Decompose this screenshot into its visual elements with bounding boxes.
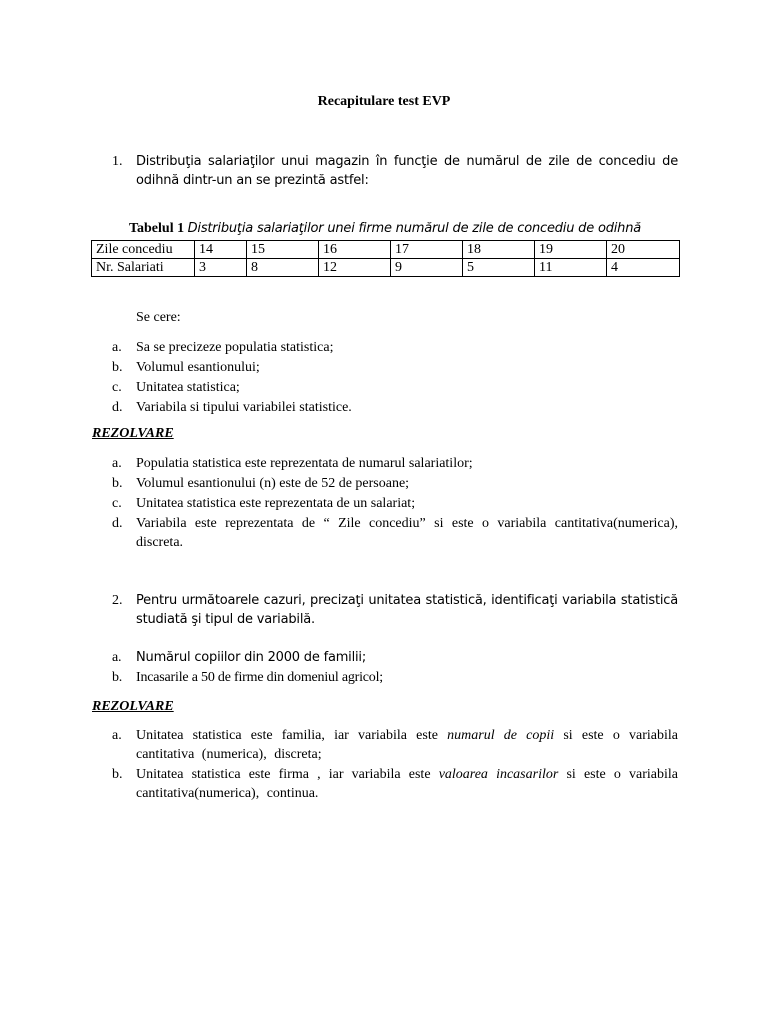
table-cell: 3 [195, 259, 247, 277]
question-2-text: Pentru următoarele cazuri, precizaţi unitatea statistică, identificaţi variabila statistică studiată şi tipul de variabilă. [136, 593, 678, 627]
table-caption [92, 219, 678, 238]
question-1 [112, 152, 678, 190]
cases-list [112, 648, 678, 688]
question-1-text: Distribuţia salariaţilor unui magazin în funcţie de numărul de zile de concediu de odihnă dintr-un an se prezintă astfel: [136, 154, 678, 188]
question-1-number: 1. [112, 154, 123, 169]
list-letter: d. [112, 516, 123, 531]
list-letter: b. [112, 360, 123, 375]
table-cell: 8 [247, 259, 319, 277]
table-row [92, 241, 680, 259]
table-cell: 11 [535, 259, 607, 277]
list-text: Variabila si tipului variabilei statistice. [136, 400, 352, 415]
table-cell: 4 [607, 259, 680, 277]
list-text: Unitatea statistica; [136, 380, 240, 395]
list-item [112, 358, 678, 377]
table-cell: 16 [319, 241, 391, 259]
list-item [112, 494, 678, 513]
list-text: Volumul esantionului (n) este de 52 de persoane; [136, 476, 410, 491]
list-text: Variabila este reprezentata de “ Zile concediu” si este o variabila cantitativa(numerica), discreta. [136, 516, 678, 550]
list-letter: a. [112, 650, 122, 665]
list-text: Volumul esantionului; [136, 360, 260, 375]
table-cell: 20 [607, 241, 680, 259]
table-row [92, 259, 680, 277]
list-letter: a. [112, 728, 122, 743]
list-item [112, 454, 678, 473]
list-letter: a. [112, 340, 122, 355]
list-letter: b. [112, 670, 123, 685]
list-text-start: Unitatea statistica este firma , iar variabila este [136, 767, 439, 782]
list-item [112, 338, 678, 357]
list-letter: a. [112, 456, 122, 471]
table-cell: 14 [195, 241, 247, 259]
list-text-end: si este o variabila cantitativa (numerica), discreta; [136, 728, 678, 762]
list-item [112, 398, 678, 417]
list-item [112, 514, 678, 552]
answers-1-list [112, 454, 678, 553]
list-text: Sa se precizeze populatia statistica; [136, 340, 334, 355]
rezolvare-heading-1: REZOLVARE [92, 426, 174, 441]
list-text-emphasis: numarul de copii [447, 728, 555, 743]
question-2-number: 2. [112, 593, 123, 608]
question-2 [112, 591, 678, 629]
list-text: Populatia statistica este reprezentata de numarul salariatilor; [136, 456, 473, 471]
list-item [112, 474, 678, 493]
table-caption-text: Distribuţia salariaţilor unei firme numărul de zile de concediu de odihnă [187, 221, 642, 236]
list-item [112, 668, 678, 687]
table-cell: Zile concediu [92, 241, 195, 259]
answers-2-list [112, 726, 678, 804]
se-cere-label: Se cere: [136, 310, 181, 325]
table-cell: 17 [391, 241, 463, 259]
list-letter: b. [112, 767, 123, 782]
table-cell: 18 [463, 241, 535, 259]
list-text-start: Unitatea statistica este familia, iar variabila este [136, 728, 448, 743]
list-item [112, 378, 678, 397]
table-cell: 9 [391, 259, 463, 277]
list-text: Numărul copiilor din 2000 de familii; [136, 650, 367, 665]
list-text: Unitatea statistica este reprezentata de un salariat; [136, 496, 416, 511]
list-letter: c. [112, 496, 122, 511]
list-letter: c. [112, 380, 122, 395]
table-caption-label: Tabelul 1 [128, 221, 185, 236]
list-text: Incasarile a 50 de firme din domeniul agricol; [136, 670, 383, 685]
list-letter: d. [112, 400, 123, 415]
list-item [112, 726, 678, 764]
table-cell: 15 [247, 241, 319, 259]
document-title: Recapitulare test EVP [317, 94, 451, 109]
list-text-end: si este o variabila cantitativa(numerica), continua. [136, 767, 678, 801]
table-cell: 19 [535, 241, 607, 259]
rezolvare-heading-2: REZOLVARE [92, 699, 174, 714]
list-text-emphasis: valoarea incasarilor [438, 767, 559, 782]
list-item [112, 765, 678, 803]
table-cell: 5 [463, 259, 535, 277]
table-cell: 12 [319, 259, 391, 277]
requirements-list [112, 338, 678, 418]
table-cell: Nr. Salariati [92, 259, 195, 277]
list-letter: b. [112, 476, 123, 491]
distribution-table [91, 240, 680, 277]
list-item [112, 648, 678, 667]
